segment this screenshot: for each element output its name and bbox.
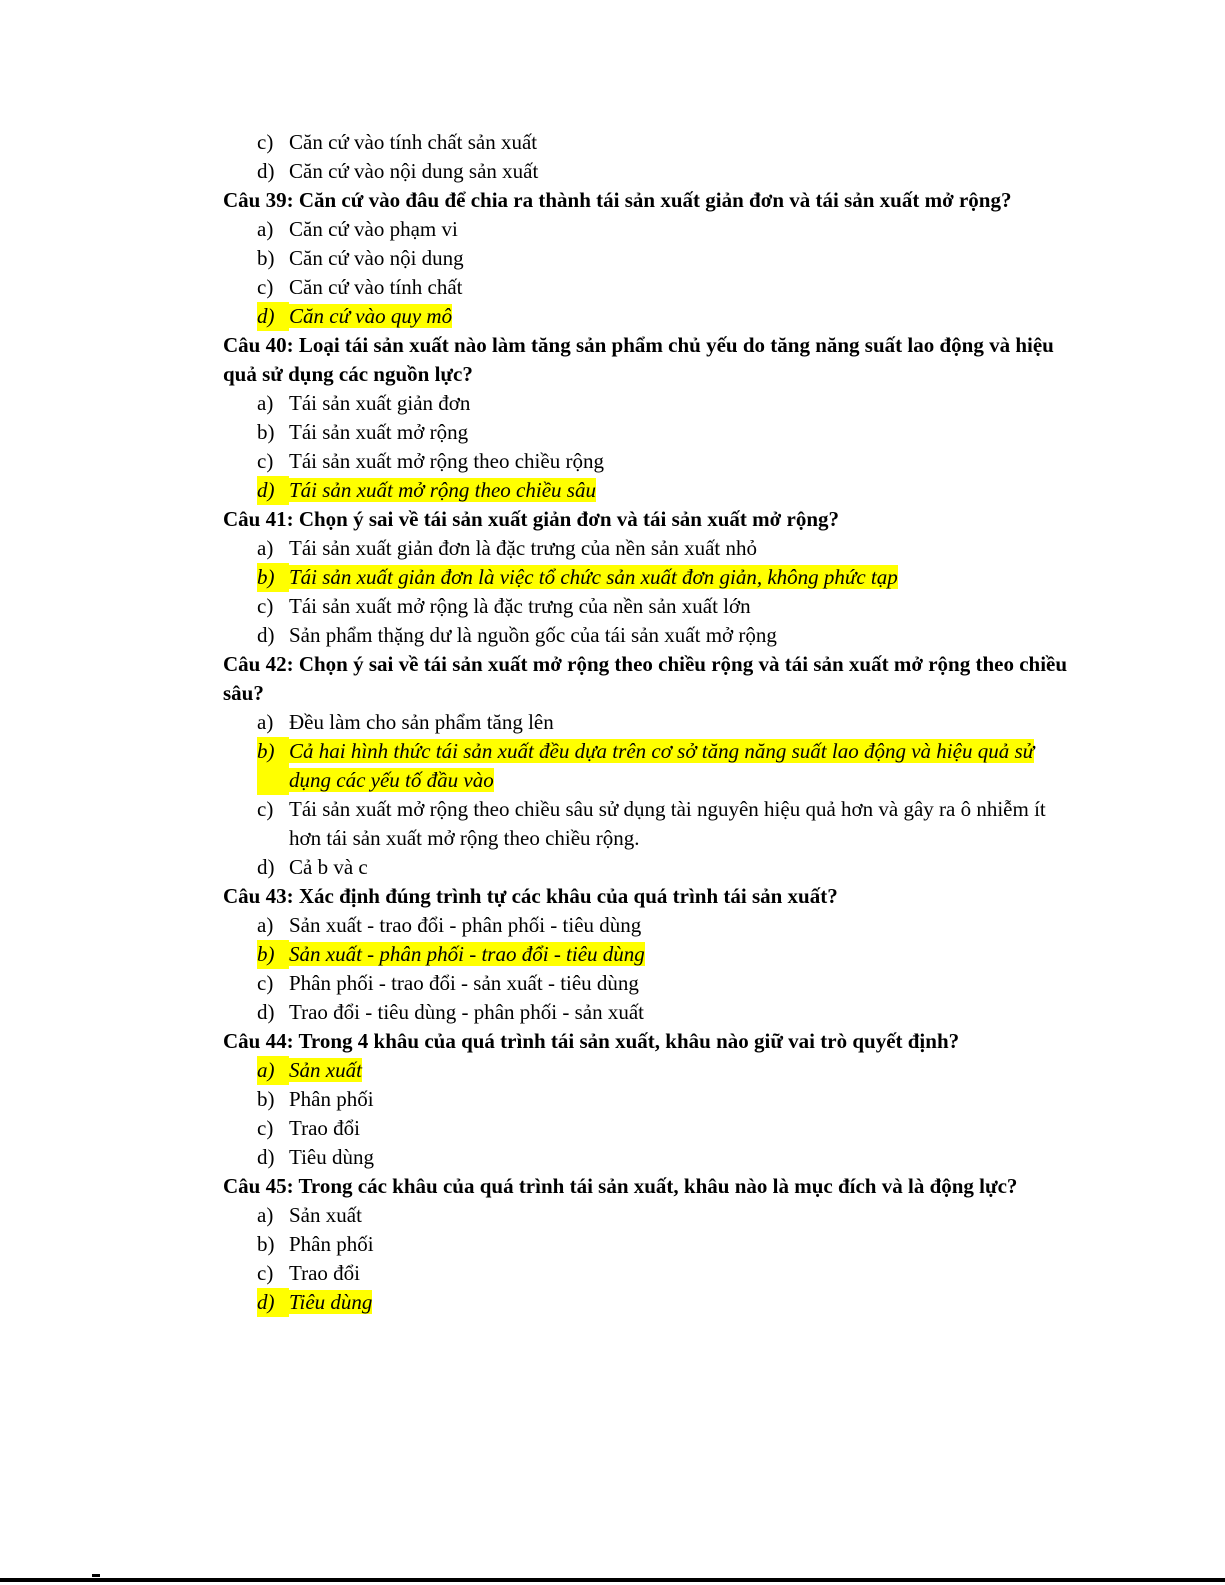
- page-bottom-border: [0, 1578, 1225, 1582]
- option-text: Căn cứ vào phạm vi: [289, 217, 458, 241]
- answer-option: [257, 621, 1073, 650]
- option-text: Tái sản xuất mở rộng theo chiều sâu: [289, 478, 596, 502]
- option-label: a): [257, 913, 274, 937]
- answer-option: [257, 969, 1073, 998]
- option-label: b): [257, 940, 289, 969]
- question-heading: Câu 41: Chọn ý sai về tái sản xuất giản đơn và tái sản xuất mở rộng?: [223, 507, 840, 531]
- option-text: Tái sản xuất mở rộng theo chiều rộng: [289, 449, 604, 473]
- answer-option: [257, 1085, 1073, 1114]
- answer-option: [257, 911, 1073, 940]
- option-label: c): [257, 130, 274, 154]
- option-label: c): [257, 1116, 274, 1140]
- option-label: c): [257, 275, 274, 299]
- answer-option: [257, 273, 1073, 302]
- option-text: Trao đổi: [289, 1116, 360, 1140]
- option-text: Phân phối - trao đổi - sản xuất - tiêu dùng: [289, 971, 639, 995]
- answer-option-highlighted: [257, 476, 1073, 505]
- option-label: d): [257, 623, 275, 647]
- option-text: Cả b và c: [289, 855, 368, 879]
- option-label: b): [257, 1087, 275, 1111]
- option-label: a): [257, 710, 274, 734]
- option-text: Sản xuất: [289, 1058, 362, 1082]
- answer-option: [257, 708, 1073, 737]
- option-text: Căn cứ vào quy mô: [289, 304, 453, 328]
- option-text: Trao đổi - tiêu dùng - phân phối - sản xuất: [289, 1000, 645, 1024]
- question-heading: Câu 43: Xác định đúng trình tự các khâu của quá trình tái sản xuất?: [223, 884, 838, 908]
- option-label: c): [257, 797, 274, 821]
- question-heading: Câu 45: Trong các khâu của quá trình tái sản xuất, khâu nào là mục đích và là động lực?: [223, 1174, 1018, 1198]
- answer-option: [257, 1230, 1073, 1259]
- option-text: Tái sản xuất mở rộng: [289, 420, 469, 444]
- answer-option: [257, 592, 1073, 621]
- option-label: a): [257, 1203, 274, 1227]
- answer-option: [257, 795, 1073, 853]
- option-label: a): [257, 1056, 289, 1085]
- page-corner-mark: [92, 1574, 100, 1577]
- option-label: d): [257, 855, 275, 879]
- option-label: d): [257, 476, 289, 505]
- answer-option: [257, 128, 1073, 157]
- answer-option: [257, 244, 1073, 273]
- option-label: b): [257, 1232, 275, 1256]
- answer-option: [257, 853, 1073, 882]
- option-text: Phân phối: [289, 1232, 374, 1256]
- answer-option: [257, 534, 1073, 563]
- question-heading: Câu 42: Chọn ý sai về tái sản xuất mở rộng theo chiều rộng và tái sản xuất mở rộng theo chiều sâu?: [223, 652, 1068, 705]
- option-text: Tiêu dùng: [289, 1145, 374, 1169]
- answer-option: [257, 389, 1073, 418]
- answer-option-highlighted: [257, 563, 1073, 592]
- question-heading: Câu 44: Trong 4 khâu của quá trình tái sản xuất, khâu nào giữ vai trò quyết định?: [223, 1029, 960, 1053]
- option-label: c): [257, 594, 274, 618]
- option-text: Căn cứ vào nội dung sản xuất: [289, 159, 539, 183]
- question-heading: Câu 39: Căn cứ vào đâu để chia ra thành tái sản xuất giản đơn và tái sản xuất mở rộng?: [223, 188, 1012, 212]
- answer-option: [257, 447, 1073, 476]
- answer-option-highlighted: [257, 302, 1073, 331]
- answer-option: [257, 215, 1073, 244]
- document-body: [223, 128, 1073, 1317]
- option-label: d): [257, 159, 275, 183]
- option-label: a): [257, 536, 274, 560]
- answer-option-highlighted: [257, 1288, 1073, 1317]
- option-text: Trao đổi: [289, 1261, 360, 1285]
- option-text: Tái sản xuất giản đơn là đặc trưng của nền sản xuất nhỏ: [289, 536, 758, 560]
- answer-option: [257, 1143, 1073, 1172]
- option-label: a): [257, 217, 274, 241]
- option-text: Sản xuất: [289, 1203, 362, 1227]
- answer-option: [257, 418, 1073, 447]
- option-text: Căn cứ vào tính chất: [289, 275, 463, 299]
- answer-option: [257, 1259, 1073, 1288]
- option-label: d): [257, 1145, 275, 1169]
- option-label: b): [257, 563, 289, 592]
- option-text: Tái sản xuất mở rộng là đặc trưng của nền sản xuất lớn: [289, 594, 751, 618]
- option-label: d): [257, 302, 289, 331]
- answer-option-highlighted: [257, 940, 1073, 969]
- option-text: Phân phối: [289, 1087, 374, 1111]
- option-label: c): [257, 1261, 274, 1285]
- answer-option: [257, 1114, 1073, 1143]
- option-label: c): [257, 971, 274, 995]
- answer-option: [257, 1201, 1073, 1230]
- option-text: Sản xuất - trao đổi - phân phối - tiêu dùng: [289, 913, 642, 937]
- option-text: Đều làm cho sản phẩm tăng lên: [289, 710, 554, 734]
- option-text: Căn cứ vào nội dung: [289, 246, 464, 270]
- option-label: b): [257, 420, 275, 444]
- option-label: a): [257, 391, 274, 415]
- answer-option-highlighted: [257, 1056, 1073, 1085]
- option-text: Tái sản xuất giản đơn: [289, 391, 471, 415]
- answer-option: [257, 157, 1073, 186]
- option-label: c): [257, 449, 274, 473]
- option-text: Căn cứ vào tính chất sản xuất: [289, 130, 538, 154]
- option-text: Tái sản xuất giản đơn là việc tổ chức sản xuất đơn giản, không phức tạp: [289, 565, 898, 589]
- option-label: b): [257, 246, 275, 270]
- option-text: Sản phẩm thặng dư là nguồn gốc của tái sản xuất mở rộng: [289, 623, 777, 647]
- option-text: Tái sản xuất mở rộng theo chiều sâu sử dụng tài nguyên hiệu quả hơn và gây ra ô nhiễm ít hơn tái sản xuất mở rộng theo chiều rộng.: [289, 797, 1046, 850]
- option-text: Sản xuất - phân phối - trao đổi - tiêu dùng: [289, 942, 645, 966]
- option-text: Tiêu dùng: [289, 1290, 373, 1314]
- option-text: Cả hai hình thức tái sản xuất đều dựa trên cơ sở tăng năng suất lao động và hiệu quả sử dụng các yếu tố đầu vào: [289, 739, 1035, 792]
- answer-option-highlighted: [257, 737, 1073, 795]
- option-label: b): [257, 737, 289, 795]
- question-heading: Câu 40: Loại tái sản xuất nào làm tăng sản phẩm chủ yếu do tăng năng suất lao động và hiệu quả sử dụng các nguồn lực?: [223, 333, 1054, 386]
- option-label: d): [257, 1000, 275, 1024]
- option-label: d): [257, 1288, 289, 1317]
- answer-option: [257, 998, 1073, 1027]
